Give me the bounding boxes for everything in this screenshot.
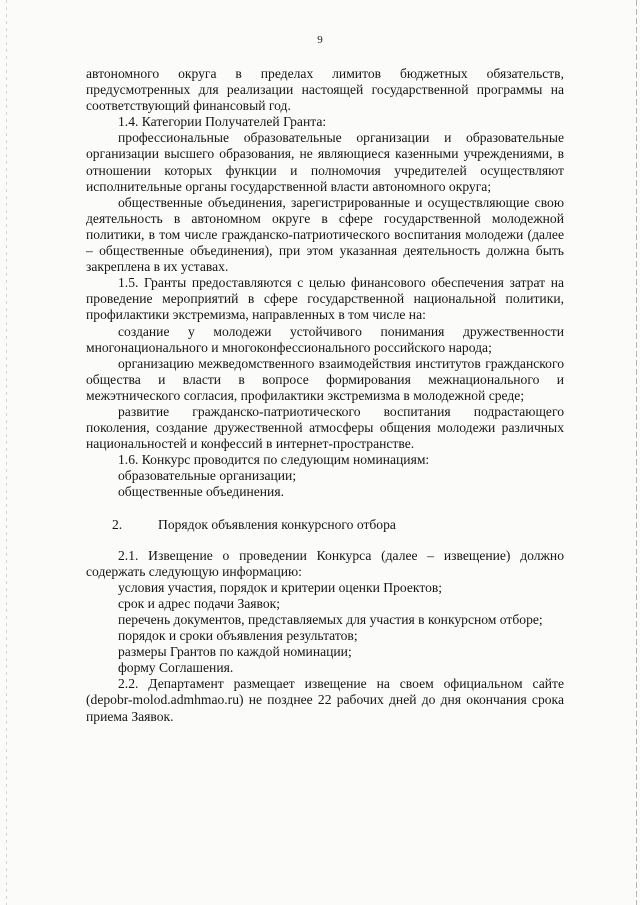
paragraph-results: порядок и сроки объявления результатов; <box>118 628 358 644</box>
paragraph-deadline: срок и адрес подачи Заявок; <box>118 595 281 611</box>
scan-edge-right <box>636 0 637 905</box>
section-2-heading <box>86 517 564 533</box>
paragraph-conditions: условия участия, порядок и критерии оценки Проектов; <box>118 579 443 595</box>
paragraph-documents: перечень документов, представляемых для участия в конкурсном отборе; <box>118 612 543 627</box>
paragraph-2-2: 2.2. Департамент размещает извещение на своем официальном сайте (depobr-molod.admhmao.ru) не позднее 22 рабочих дней до дня окончания срока приема Заявок. <box>86 676 564 724</box>
section-2-number: 2. <box>112 516 123 532</box>
section-2-title: Порядок объявления конкурсного отбора <box>158 516 396 532</box>
paragraph-nomination-public: общественные объединения. <box>118 484 284 500</box>
paragraph-1-5: 1.5. Гранты предоставляются с целью финансового обеспечения затрат на проведение мероприятий в сфере государственной национальной политики, профилактики экстремизма, направленных в том числе на: <box>86 275 564 323</box>
paragraph-1-4-heading: 1.4. Категории Получателей Гранта: <box>118 114 327 130</box>
paragraph-2-1: 2.1. Извещение о проведении Конкурса (далее – извещение) должно содержать следующую информацию: <box>86 547 564 579</box>
paragraph-nomination-edu: образовательные организации; <box>118 468 297 484</box>
paragraph-1-6: 1.6. Конкурс проводится по следующим номинациям: <box>118 452 430 468</box>
document-body <box>86 66 564 725</box>
paragraph-educational-orgs: профессиональные образовательные организации и образовательные организации высшего образования, не являющиеся казенными учреждениями, в отношении которых функции и полномочия учредителей осуществляют исполнительные органы государственной власти автономного округа; <box>86 130 564 194</box>
scan-edge-left <box>6 0 7 905</box>
paragraph-interagency: организацию межведомственного взаимодействия институтов гражданского общества и власти в вопросе формирования межнационального и межэтнического согласия, профилактики экстремизма в молодежной среде; <box>86 355 564 403</box>
page-number: 9 <box>317 34 323 46</box>
paragraph-public-associations: общественные объединения, зарегистрированные и осуществляющие свою деятельность в автономном округе в сфере государственной молодежной политики, в том числе гражданско-патриотического воспитания молодежи (далее – общественные объединения), при этом указанная деятельность должна быть закреплена в их уставах. <box>86 194 564 275</box>
paragraph-patriotic: развитие гражданско-патриотического воспитания подрастающего поколения, создание дружественной атмосферы общения молодежи различных национальностей и конфессий в интернет-пространстве. <box>86 403 564 452</box>
paragraph-grant-sizes: размеры Грантов по каждой номинации; <box>118 644 352 660</box>
paragraph-friendship: создание у молодежи устойчивого понимания дружественности многонационального и многоконфессионального российского народа; <box>86 323 564 355</box>
paragraph-budget-limits: автономного округа в пределах лимитов бюджетных обязательств, предусмотренных для реализации настоящей государственной программы на соответствующий финансовый год. <box>86 66 564 114</box>
paragraph-agreement-form: форму Соглашения. <box>118 660 234 676</box>
